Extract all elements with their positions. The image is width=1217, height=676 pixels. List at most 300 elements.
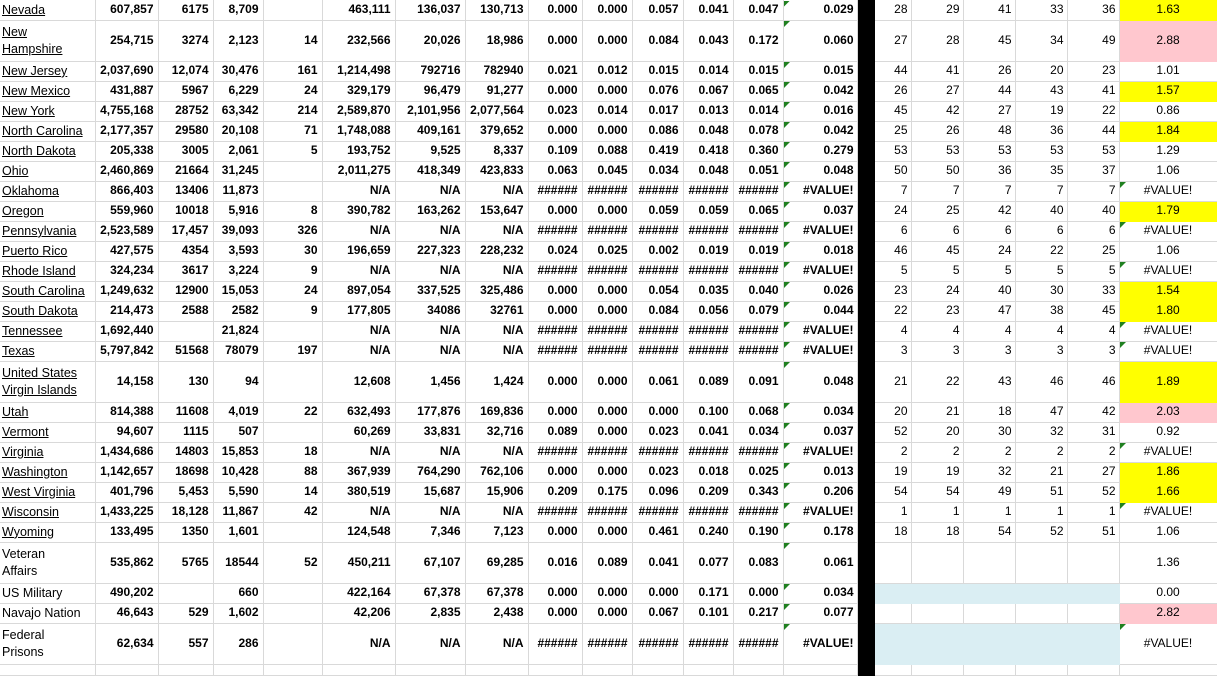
value-cell[interactable]: 0.026	[783, 281, 857, 301]
value-cell[interactable]: 0.065	[733, 201, 783, 221]
value-cell[interactable]: 0.000	[528, 281, 582, 301]
ratio-cell[interactable]: 1.29	[1119, 141, 1217, 161]
value-cell[interactable]: 0.209	[683, 482, 733, 502]
separator-cell[interactable]	[857, 121, 874, 141]
value-cell[interactable]: 5,916	[213, 201, 263, 221]
value-cell[interactable]: ######	[733, 623, 783, 664]
rank-cell[interactable]: 44	[1067, 121, 1119, 141]
rank-cell[interactable]: 2	[1067, 442, 1119, 462]
state-cell[interactable]: Pennsylvania	[0, 221, 95, 241]
value-cell[interactable]: 0.343	[733, 482, 783, 502]
value-cell[interactable]: 0.017	[632, 101, 683, 121]
value-cell[interactable]: 18	[263, 442, 322, 462]
value-cell[interactable]	[263, 623, 322, 664]
value-cell[interactable]: 0.068	[733, 402, 783, 422]
value-cell[interactable]: 39,093	[213, 221, 263, 241]
value-cell[interactable]: 67,378	[465, 583, 528, 603]
value-cell[interactable]: 18,986	[465, 20, 528, 61]
value-cell[interactable]: 325,486	[465, 281, 528, 301]
ratio-cell[interactable]: 1.89	[1119, 361, 1217, 402]
value-cell[interactable]: 0.217	[733, 603, 783, 623]
value-cell[interactable]: 0.175	[582, 482, 632, 502]
value-cell[interactable]: N/A	[465, 341, 528, 361]
value-cell[interactable]: 94	[213, 361, 263, 402]
state-cell[interactable]: Vermont	[0, 422, 95, 442]
value-cell[interactable]: 0.015	[783, 61, 857, 81]
rank-cell[interactable]: 5	[874, 261, 911, 281]
rank-cell[interactable]: 21	[874, 361, 911, 402]
value-cell[interactable]: 0.086	[632, 121, 683, 141]
value-cell[interactable]: ######	[632, 502, 683, 522]
value-cell[interactable]: 18544	[213, 542, 263, 583]
value-cell[interactable]: 0.002	[632, 241, 683, 261]
rank-cell[interactable]: 42	[911, 101, 963, 121]
value-cell[interactable]: 0.044	[783, 301, 857, 321]
empty-cell[interactable]	[963, 664, 1015, 675]
value-cell[interactable]: 529	[158, 603, 213, 623]
value-cell[interactable]: ######	[582, 442, 632, 462]
value-cell[interactable]: 31,245	[213, 161, 263, 181]
value-cell[interactable]: 0.067	[632, 603, 683, 623]
ratio-cell[interactable]: 1.57	[1119, 81, 1217, 101]
value-cell[interactable]: ######	[528, 341, 582, 361]
rank-cell[interactable]: 23	[1067, 61, 1119, 81]
value-cell[interactable]: 196,659	[322, 241, 395, 261]
value-cell[interactable]: 9	[263, 261, 322, 281]
rank-cell[interactable]: 1	[911, 502, 963, 522]
value-cell[interactable]: 15,906	[465, 482, 528, 502]
separator-cell[interactable]	[857, 301, 874, 321]
value-cell[interactable]: 0.000	[582, 201, 632, 221]
rank-cell[interactable]: 36	[1015, 121, 1067, 141]
value-cell[interactable]: 764,290	[395, 462, 465, 482]
value-cell[interactable]: 254,715	[95, 20, 158, 61]
value-cell[interactable]: 507	[213, 422, 263, 442]
value-cell[interactable]: ######	[582, 623, 632, 664]
value-cell[interactable]: 0.000	[582, 422, 632, 442]
rank-cell[interactable]: 40	[1067, 201, 1119, 221]
separator-cell[interactable]	[857, 221, 874, 241]
value-cell[interactable]: ######	[683, 261, 733, 281]
value-cell[interactable]: N/A	[465, 321, 528, 341]
value-cell[interactable]: #VALUE!	[783, 221, 857, 241]
empty-cell[interactable]	[0, 664, 95, 675]
value-cell[interactable]: 0.059	[683, 201, 733, 221]
rank-cell[interactable]: 4	[874, 321, 911, 341]
value-cell[interactable]: 0.000	[528, 20, 582, 61]
value-cell[interactable]: 0.034	[632, 161, 683, 181]
value-cell[interactable]: 0.041	[632, 542, 683, 583]
ratio-cell[interactable]: 1.01	[1119, 61, 1217, 81]
value-cell[interactable]: 28752	[158, 101, 213, 121]
state-cell[interactable]: New York	[0, 101, 95, 121]
value-cell[interactable]: 71	[263, 121, 322, 141]
rank-cell[interactable]: 22	[1067, 101, 1119, 121]
value-cell[interactable]: 0.209	[528, 482, 582, 502]
value-cell[interactable]: 782940	[465, 61, 528, 81]
ratio-cell[interactable]: 0.92	[1119, 422, 1217, 442]
value-cell[interactable]: 1,424	[465, 361, 528, 402]
value-cell[interactable]	[158, 321, 213, 341]
rank-cell[interactable]: 44	[963, 81, 1015, 101]
state-cell[interactable]: North Carolina	[0, 121, 95, 141]
state-cell[interactable]: New Mexico	[0, 81, 95, 101]
rank-cell[interactable]: 23	[874, 281, 911, 301]
rank-cell[interactable]: 47	[963, 301, 1015, 321]
value-cell[interactable]: 2582	[213, 301, 263, 321]
empty-cell[interactable]	[911, 664, 963, 675]
value-cell[interactable]: 10,428	[213, 462, 263, 482]
rank-cell[interactable]	[1015, 542, 1067, 583]
value-cell[interactable]: 0.037	[783, 201, 857, 221]
value-cell[interactable]: 0.025	[733, 462, 783, 482]
value-cell[interactable]: N/A	[322, 623, 395, 664]
separator-cell[interactable]	[857, 141, 874, 161]
separator-cell[interactable]	[857, 321, 874, 341]
value-cell[interactable]: 0.000	[582, 603, 632, 623]
ratio-cell[interactable]: #VALUE!	[1119, 181, 1217, 201]
ratio-cell[interactable]: 2.82	[1119, 603, 1217, 623]
value-cell[interactable]: 0.109	[528, 141, 582, 161]
ratio-cell[interactable]: 1.66	[1119, 482, 1217, 502]
value-cell[interactable]: 3,224	[213, 261, 263, 281]
value-cell[interactable]: #VALUE!	[783, 321, 857, 341]
state-cell[interactable]: Washington	[0, 462, 95, 482]
ratio-cell[interactable]: 1.79	[1119, 201, 1217, 221]
rank-cell[interactable]	[874, 603, 911, 623]
value-cell[interactable]: 535,862	[95, 542, 158, 583]
value-cell[interactable]: 0.000	[582, 301, 632, 321]
rank-cell[interactable]: 27	[874, 20, 911, 61]
value-cell[interactable]: 0.077	[783, 603, 857, 623]
value-cell[interactable]: N/A	[465, 221, 528, 241]
value-cell[interactable]: 379,652	[465, 121, 528, 141]
rank-cell[interactable]	[1015, 603, 1067, 623]
value-cell[interactable]: 0.060	[783, 20, 857, 61]
value-cell[interactable]: N/A	[322, 181, 395, 201]
value-cell[interactable]: 24	[263, 81, 322, 101]
rank-cell[interactable]: 20	[1015, 61, 1067, 81]
separator-cell[interactable]	[857, 422, 874, 442]
value-cell[interactable]: 1,602	[213, 603, 263, 623]
separator-cell[interactable]	[857, 402, 874, 422]
value-cell[interactable]: ######	[632, 261, 683, 281]
state-cell[interactable]: North Dakota	[0, 141, 95, 161]
rank-cell[interactable]: 44	[874, 61, 911, 81]
value-cell[interactable]: 0.000	[632, 402, 683, 422]
value-cell[interactable]: 866,403	[95, 181, 158, 201]
rank-cell[interactable]: 2	[1015, 442, 1067, 462]
rank-cell[interactable]: 33	[1067, 281, 1119, 301]
value-cell[interactable]: 177,805	[322, 301, 395, 321]
value-cell[interactable]: 12,074	[158, 61, 213, 81]
rank-cell[interactable]: 7	[1067, 181, 1119, 201]
rank-cell[interactable]: 32	[1015, 422, 1067, 442]
value-cell[interactable]: 5,453	[158, 482, 213, 502]
value-cell[interactable]: 21,824	[213, 321, 263, 341]
value-cell[interactable]: 0.041	[683, 0, 733, 20]
value-cell[interactable]: 69,285	[465, 542, 528, 583]
rank-cell[interactable]: 32	[963, 462, 1015, 482]
value-cell[interactable]: 42	[263, 502, 322, 522]
rank-cell[interactable]: 27	[963, 101, 1015, 121]
value-cell[interactable]: N/A	[322, 261, 395, 281]
value-cell[interactable]: 423,833	[465, 161, 528, 181]
rank-cell[interactable]: 5	[911, 261, 963, 281]
value-cell[interactable]: 0.360	[733, 141, 783, 161]
rank-cell[interactable]: 52	[1015, 522, 1067, 542]
rank-cell[interactable]: 51	[1067, 522, 1119, 542]
value-cell[interactable]: 2,177,357	[95, 121, 158, 141]
rank-cell[interactable]: 43	[963, 361, 1015, 402]
ratio-cell[interactable]: #VALUE!	[1119, 341, 1217, 361]
value-cell[interactable]: 67,107	[395, 542, 465, 583]
value-cell[interactable]: 0.000	[582, 522, 632, 542]
rank-cell[interactable]: 29	[911, 0, 963, 20]
value-cell[interactable]: 15,853	[213, 442, 263, 462]
rank-cell[interactable]: 30	[963, 422, 1015, 442]
ratio-cell[interactable]: 0.86	[1119, 101, 1217, 121]
rank-cell[interactable]: 54	[963, 522, 1015, 542]
value-cell[interactable]: 0.000	[582, 0, 632, 20]
value-cell[interactable]: 52	[263, 542, 322, 583]
value-cell[interactable]: 11,867	[213, 502, 263, 522]
ratio-cell[interactable]: #VALUE!	[1119, 321, 1217, 341]
value-cell[interactable]: ######	[582, 221, 632, 241]
value-cell[interactable]: 94,607	[95, 422, 158, 442]
rank-cell[interactable]	[963, 603, 1015, 623]
value-cell[interactable]: N/A	[465, 623, 528, 664]
rank-cell[interactable]: 6	[963, 221, 1015, 241]
separator-cell[interactable]	[857, 442, 874, 462]
band-cell[interactable]	[874, 583, 1119, 603]
value-cell[interactable]: 20,026	[395, 20, 465, 61]
value-cell[interactable]: N/A	[322, 442, 395, 462]
value-cell[interactable]: 0.041	[683, 422, 733, 442]
value-cell[interactable]: 0.178	[783, 522, 857, 542]
value-cell[interactable]: 2,589,870	[322, 101, 395, 121]
rank-cell[interactable]: 5	[963, 261, 1015, 281]
value-cell[interactable]: 0.089	[582, 542, 632, 583]
state-cell[interactable]: New Jersey	[0, 61, 95, 81]
rank-cell[interactable]: 24	[874, 201, 911, 221]
value-cell[interactable]	[263, 0, 322, 20]
value-cell[interactable]: 1,433,225	[95, 502, 158, 522]
value-cell[interactable]: 0.000	[582, 281, 632, 301]
state-cell[interactable]: Virginia	[0, 442, 95, 462]
value-cell[interactable]: 1,456	[395, 361, 465, 402]
value-cell[interactable]: 14	[263, 20, 322, 61]
ratio-cell[interactable]: 2.03	[1119, 402, 1217, 422]
value-cell[interactable]: 0.048	[683, 121, 733, 141]
value-cell[interactable]: 8,709	[213, 0, 263, 20]
value-cell[interactable]: 0.013	[683, 101, 733, 121]
value-cell[interactable]: 0.037	[783, 422, 857, 442]
value-cell[interactable]: 9,525	[395, 141, 465, 161]
rank-cell[interactable]: 3	[1067, 341, 1119, 361]
value-cell[interactable]: 431,887	[95, 81, 158, 101]
value-cell[interactable]: ######	[683, 221, 733, 241]
value-cell[interactable]: 0.067	[683, 81, 733, 101]
rank-cell[interactable]: 52	[874, 422, 911, 442]
rank-cell[interactable]: 45	[1067, 301, 1119, 321]
value-cell[interactable]: 78079	[213, 341, 263, 361]
separator-cell[interactable]	[857, 261, 874, 281]
value-cell[interactable]: 130,713	[465, 0, 528, 20]
value-cell[interactable]: 0.021	[528, 61, 582, 81]
value-cell[interactable]: 1115	[158, 422, 213, 442]
value-cell[interactable]	[263, 361, 322, 402]
value-cell[interactable]: 0.000	[528, 462, 582, 482]
rank-cell[interactable]: 4	[1067, 321, 1119, 341]
value-cell[interactable]: 7,123	[465, 522, 528, 542]
rank-cell[interactable]: 54	[874, 482, 911, 502]
value-cell[interactable]: 18,128	[158, 502, 213, 522]
ratio-cell[interactable]: 1.63	[1119, 0, 1217, 20]
rank-cell[interactable]: 6	[911, 221, 963, 241]
value-cell[interactable]: 0.040	[733, 281, 783, 301]
rank-cell[interactable]: 3	[963, 341, 1015, 361]
value-cell[interactable]: 0.000	[528, 0, 582, 20]
value-cell[interactable]: 30,476	[213, 61, 263, 81]
value-cell[interactable]: 0.023	[632, 462, 683, 482]
value-cell[interactable]: 9	[263, 301, 322, 321]
value-cell[interactable]: N/A	[395, 502, 465, 522]
value-cell[interactable]: 390,782	[322, 201, 395, 221]
value-cell[interactable]: 5,590	[213, 482, 263, 502]
rank-cell[interactable]: 45	[963, 20, 1015, 61]
value-cell[interactable]: 0.418	[683, 141, 733, 161]
ratio-cell[interactable]: #VALUE!	[1119, 623, 1217, 664]
value-cell[interactable]: 6175	[158, 0, 213, 20]
ratio-cell[interactable]: #VALUE!	[1119, 442, 1217, 462]
value-cell[interactable]: ######	[528, 221, 582, 241]
rank-cell[interactable]	[1067, 603, 1119, 623]
rank-cell[interactable]: 7	[1015, 181, 1067, 201]
empty-cell[interactable]	[582, 664, 632, 675]
value-cell[interactable]: 0.048	[683, 161, 733, 181]
value-cell[interactable]: 2,011,275	[322, 161, 395, 181]
value-cell[interactable]: 14803	[158, 442, 213, 462]
separator-cell[interactable]	[857, 281, 874, 301]
state-cell[interactable]: US Military	[0, 583, 95, 603]
rank-cell[interactable]: 38	[1015, 301, 1067, 321]
value-cell[interactable]: 3274	[158, 20, 213, 61]
rank-cell[interactable]: 22	[874, 301, 911, 321]
ratio-cell[interactable]: #VALUE!	[1119, 221, 1217, 241]
value-cell[interactable]: 1,142,657	[95, 462, 158, 482]
rank-cell[interactable]: 24	[911, 281, 963, 301]
rank-cell[interactable]: 27	[1067, 462, 1119, 482]
value-cell[interactable]: #VALUE!	[783, 341, 857, 361]
value-cell[interactable]: 0.000	[582, 583, 632, 603]
value-cell[interactable]: 0.015	[632, 61, 683, 81]
value-cell[interactable]: 5,797,842	[95, 341, 158, 361]
value-cell[interactable]: 228,232	[465, 241, 528, 261]
value-cell[interactable]: 15,687	[395, 482, 465, 502]
value-cell[interactable]	[263, 161, 322, 181]
rank-cell[interactable]: 51	[1015, 482, 1067, 502]
value-cell[interactable]: 34086	[395, 301, 465, 321]
value-cell[interactable]: N/A	[395, 321, 465, 341]
value-cell[interactable]: 0.056	[683, 301, 733, 321]
rank-cell[interactable]: 53	[874, 141, 911, 161]
rank-cell[interactable]: 5	[1067, 261, 1119, 281]
value-cell[interactable]: 13406	[158, 181, 213, 201]
value-cell[interactable]: N/A	[395, 442, 465, 462]
rank-cell[interactable]: 30	[1015, 281, 1067, 301]
value-cell[interactable]: 42,206	[322, 603, 395, 623]
value-cell[interactable]: 0.016	[528, 542, 582, 583]
value-cell[interactable]: 21664	[158, 161, 213, 181]
value-cell[interactable]: 0.000	[528, 201, 582, 221]
state-cell[interactable]: Utah	[0, 402, 95, 422]
rank-cell[interactable]: 43	[1015, 81, 1067, 101]
value-cell[interactable]: 10018	[158, 201, 213, 221]
value-cell[interactable]: #VALUE!	[783, 181, 857, 201]
rank-cell[interactable]: 23	[911, 301, 963, 321]
value-cell[interactable]: 0.012	[582, 61, 632, 81]
rank-cell[interactable]: 6	[874, 221, 911, 241]
value-cell[interactable]: 1,748,088	[322, 121, 395, 141]
value-cell[interactable]: 0.000	[582, 81, 632, 101]
rank-cell[interactable]: 6	[1015, 221, 1067, 241]
rank-cell[interactable]: 53	[911, 141, 963, 161]
separator-cell[interactable]	[857, 181, 874, 201]
ratio-cell[interactable]: 1.86	[1119, 462, 1217, 482]
value-cell[interactable]: 51568	[158, 341, 213, 361]
rank-cell[interactable]: 36	[963, 161, 1015, 181]
value-cell[interactable]: 22	[263, 402, 322, 422]
value-cell[interactable]: 0.000	[582, 121, 632, 141]
value-cell[interactable]: 5	[263, 141, 322, 161]
state-cell[interactable]: Texas	[0, 341, 95, 361]
value-cell[interactable]: 0.018	[683, 462, 733, 482]
value-cell[interactable]: 0.240	[683, 522, 733, 542]
band-cell[interactable]	[874, 623, 1119, 664]
empty-cell[interactable]	[783, 664, 857, 675]
rank-cell[interactable]: 2	[963, 442, 1015, 462]
rank-cell[interactable]: 4	[911, 321, 963, 341]
rank-cell[interactable]	[963, 542, 1015, 583]
empty-cell[interactable]	[322, 664, 395, 675]
state-cell[interactable]: Nevada	[0, 0, 95, 20]
value-cell[interactable]: 0.171	[683, 583, 733, 603]
value-cell[interactable]: 7,346	[395, 522, 465, 542]
rank-cell[interactable]: 35	[1015, 161, 1067, 181]
value-cell[interactable]: 0.206	[783, 482, 857, 502]
value-cell[interactable]: ######	[683, 623, 733, 664]
value-cell[interactable]: 0.023	[632, 422, 683, 442]
value-cell[interactable]: 427,575	[95, 241, 158, 261]
value-cell[interactable]: 0.051	[733, 161, 783, 181]
value-cell[interactable]: 63,342	[213, 101, 263, 121]
value-cell[interactable]: 326	[263, 221, 322, 241]
value-cell[interactable]: 286	[213, 623, 263, 664]
separator-cell[interactable]	[857, 502, 874, 522]
separator-cell[interactable]	[857, 81, 874, 101]
value-cell[interactable]: 30	[263, 241, 322, 261]
rank-cell[interactable]: 46	[1015, 361, 1067, 402]
empty-cell[interactable]	[632, 664, 683, 675]
rank-cell[interactable]: 46	[1067, 361, 1119, 402]
value-cell[interactable]: 0.029	[783, 0, 857, 20]
state-cell[interactable]: New Hampshire	[0, 20, 95, 61]
value-cell[interactable]: 0.000	[528, 121, 582, 141]
value-cell[interactable]: 0.101	[683, 603, 733, 623]
value-cell[interactable]: 0.190	[733, 522, 783, 542]
value-cell[interactable]: 0.042	[783, 81, 857, 101]
